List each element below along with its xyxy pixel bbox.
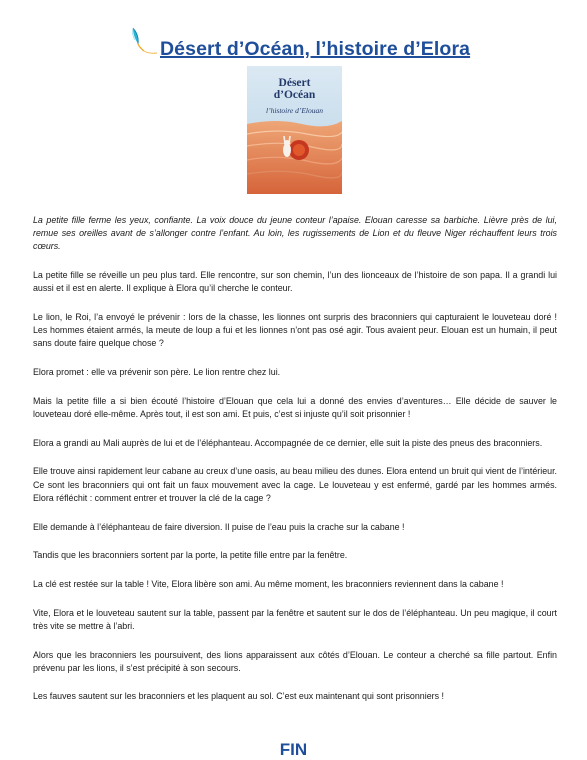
book-cover-image	[247, 66, 342, 194]
cover-title-line2: d’Océan	[273, 89, 316, 101]
paragraph: Elle demande à l’éléphanteau de faire diversion. Il puise de l’eau puis la crache sur la cabane !	[33, 521, 405, 532]
page-title: Désert d’Océan, l’histoire d’Elora	[160, 38, 471, 60]
paragraph: Vite, Elora et le louveteau sautent sur la table, passent par la fenêtre et sautent sur le dos de l’éléphanteau. Un peu magique, il court très vite se mettre à l’abri.	[33, 607, 557, 631]
paragraph: La clé est restée sur la table ! Vite, Elora libère son ami. Au même moment, les braconniers reviennent dans la cabane !	[33, 578, 504, 589]
title-row	[0, 14, 587, 60]
cover-subtitle: l’histoire d’Elouan	[265, 106, 323, 115]
paragraph: Elora promet : elle va prévenir son père. Le lion rentre chez lui.	[33, 367, 281, 378]
story-text	[33, 214, 557, 719]
paragraph: Tandis que les braconniers sortent par la porte, la petite fille entre par la fenêtre.	[33, 550, 348, 561]
paragraph: Les fauves sautent sur les braconniers et les plaquent au sol. C’est eux maintenant qui sont prisonniers !	[33, 691, 444, 702]
paragraph: Mais la petite fille a si bien écouté l’histoire d’Elouan que cela lui a donné des envies d’aventures… Elle décide de sauver le louveteau doré elle-même. Après tout, il est son ami. Et puis, c’est si injuste qu’il soit prisonnier !	[33, 395, 557, 420]
paragraph: Elle trouve ainsi rapidement leur cabane au creux d’une oasis, au beau milieu des dunes. Elora entend un bruit qui vient de l’intérieur. Ce sont les braconniers qui ont fait un faux mouvement avec la cage. Le louveteau y est enfermé, gardé par les hommes armés. Elora réfléchit : comment entrer et trouver la clé de la cage ?	[33, 466, 557, 503]
paragraph: Elora a grandi au Mali auprès de lui et de l’éléphanteau. Accompagnée de ce dernier, elle suit la piste des pneus des braconniers.	[33, 437, 543, 448]
cover-title-line1: Désert	[278, 77, 311, 89]
feather-icon	[124, 24, 160, 60]
fin-label: FIN	[279, 740, 308, 759]
paragraph: La petite fille ferme les yeux, confiante. La voix douce du jeune conteur l’apaise. Elouan caresse sa barbiche. Lièvre près de lui, remue ses oreilles avant de s’allonger contre l’enfant. Au loin, les rugissements de Lion et du fleuve Niger réchauffent leurs trois cœurs.	[33, 215, 557, 252]
cover-title	[247, 77, 342, 101]
paragraph: La petite fille se réveille un peu plus tard. Elle rencontre, sur son chemin, l’un des lionceaux de l’histoire de son papa. Il a grandi lui aussi et il est en alerte. Il explique à Elora qu’il cherche le conteur.	[33, 270, 557, 294]
paragraph: Le lion, le Roi, l’a envoyé le prévenir : lors de la chasse, les lionnes ont surpris des braconniers qui capturaient le louveteau doré ! Les hommes étaient armés, la meute de loup a fui et les lionnes n’ont pas osé agir. Tous avaient peur. Elouan est un humain, il peut sans doute faire quelque chose ?	[33, 312, 557, 349]
paragraph: Alors que les braconniers les poursuivent, des lions apparaissent aux côtés d’Elouan. Le conteur a cherché sa fille partout. Enfin prévenu par les lions, il s’est précipité à son secours.	[33, 649, 557, 673]
